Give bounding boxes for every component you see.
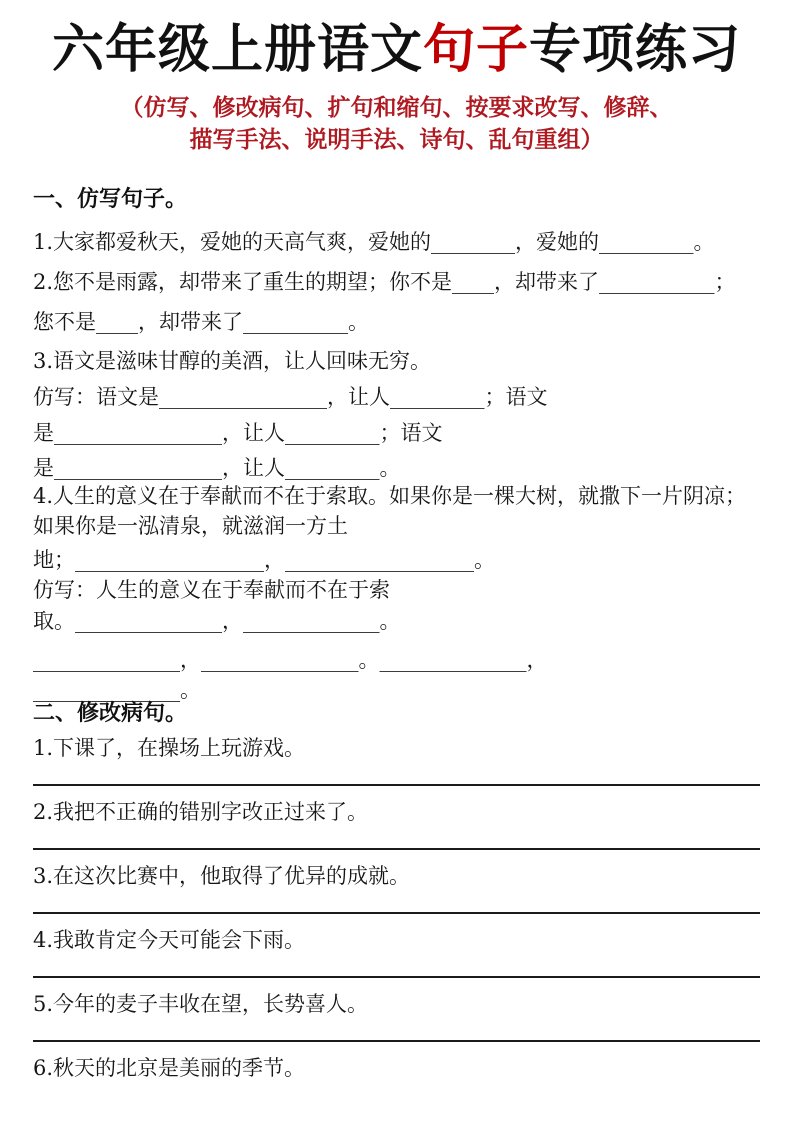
exercise-item	[33, 926, 760, 978]
s1-item4-line2: 如果你是一泓清泉，就滋润一方土	[33, 514, 348, 538]
exercise-item	[33, 990, 760, 1042]
s1-item4-line3: 地；__________________，__________________。	[33, 548, 495, 572]
answer-line	[33, 912, 760, 914]
s1-item2-line2: 您不是____，却带来了__________。	[33, 310, 369, 334]
title-prefix: 六年级上册语文	[51, 19, 423, 80]
section-one-heading: 一、仿写句子。	[33, 186, 188, 212]
s2-item3-text: 3.在这次比赛中，他取得了优异的成就。	[33, 864, 411, 888]
exercise-item	[33, 862, 760, 914]
s1-item4-imit3: ______________，_______________。______________，	[33, 648, 548, 672]
title-highlight: 句子	[422, 19, 529, 80]
title-suffix: 专项练习	[529, 19, 742, 80]
exercise-item	[33, 1054, 760, 1082]
subtitle	[33, 92, 760, 156]
s1-item4-line1: 4.人生的意义在于奉献而不在于索取。如果你是一棵大树，就撒下一片阴凉；	[33, 484, 747, 508]
exercise-item	[33, 798, 760, 850]
subtitle-line-1: （仿写、修改病句、扩句和缩句、按要求改写、修辞、	[120, 94, 673, 121]
s1-item4-imit4: ______________。	[33, 678, 201, 702]
s1-item2-line1: 2.您不是雨露，却带来了重生的期望；你不是____，却带来了___________；	[33, 270, 736, 294]
s2-item6-text: 6.秋天的北京是美丽的季节。	[33, 1056, 306, 1080]
section-two-heading: 二、修改病句。	[33, 700, 188, 726]
s2-item4-text: 4.我敢肯定今天可能会下雨。	[33, 928, 306, 952]
s1-item3-imit3: 是________________，让人_________。	[33, 456, 401, 480]
s2-item2-text: 2.我把不正确的错别字改正过来了。	[33, 800, 369, 824]
s2-item1-text: 1.下课了，在操场上玩游戏。	[33, 736, 306, 760]
s1-item3-line: 3.语文是滋味甘醇的美酒，让人回味无穷。	[33, 349, 432, 373]
answer-line	[33, 848, 760, 850]
answer-line	[33, 1040, 760, 1042]
s1-item1-line: 1.大家都爱秋天，爱她的天高气爽，爱她的________，爱她的_________。	[33, 230, 715, 254]
subtitle-line-2: 描写手法、说明手法、诗句、乱句重组）	[189, 126, 604, 153]
page-title	[33, 20, 760, 80]
answer-line	[33, 784, 760, 786]
s1-item4-imit2: 取。______________，_____________。	[33, 609, 401, 633]
exercise-item	[33, 734, 760, 786]
s1-item3-imit1: 仿写：语文是________________，让人_________；语文	[33, 385, 548, 409]
s2-item5-text: 5.今年的麦子丰收在望，长势喜人。	[33, 992, 369, 1016]
s1-item3-imit2: 是________________，让人_________；语文	[33, 421, 443, 445]
answer-line	[33, 976, 760, 978]
s1-item4-imit1: 仿写：人生的意义在于奉献而不在于索	[33, 578, 390, 602]
